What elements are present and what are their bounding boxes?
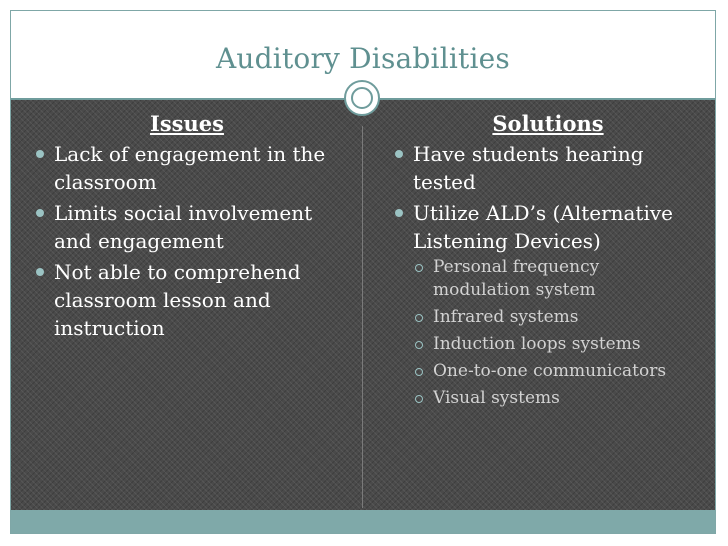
- filled-circle-bullet-icon: [36, 268, 44, 276]
- filled-circle-bullet-icon: [36, 150, 44, 158]
- ring-bullet-icon: [415, 341, 423, 349]
- sub-item-text: Infrared systems: [433, 307, 579, 327]
- issue-text: Limits social involvement and engagement: [54, 201, 313, 253]
- sub-list-item: [413, 360, 695, 383]
- list-item: [36, 140, 346, 196]
- sub-list-item: [413, 387, 695, 410]
- sub-list-item: [413, 306, 695, 329]
- column-divider: [362, 126, 363, 508]
- solution-text: Utilize ALD’s (Alternative Listening Devices): [413, 201, 673, 253]
- ring-bullet-icon: [415, 368, 423, 376]
- slide-title: Auditory Disabilities: [216, 42, 510, 75]
- filled-circle-bullet-icon: [395, 209, 403, 217]
- issue-text: Not able to comprehend classroom lesson and instruction: [54, 260, 301, 340]
- sub-item-text: Visual systems: [433, 388, 560, 408]
- filled-circle-bullet-icon: [395, 150, 403, 158]
- ring-ornament-inner: [351, 87, 373, 109]
- solution-text: Have students hearing tested: [413, 142, 644, 194]
- ring-bullet-icon: [415, 264, 423, 272]
- solutions-column: [395, 111, 695, 414]
- issues-heading: Issues: [150, 111, 224, 136]
- issue-text: Lack of engagement in the classroom: [54, 142, 326, 194]
- sub-item-text: One-to-one communicators: [433, 361, 667, 381]
- issues-column: [36, 111, 346, 345]
- list-item: [36, 199, 346, 255]
- filled-circle-bullet-icon: [36, 209, 44, 217]
- ring-ornament-icon: [344, 80, 380, 116]
- solutions-list: [395, 140, 695, 410]
- ring-bullet-icon: [415, 395, 423, 403]
- solutions-heading: Solutions: [492, 111, 604, 136]
- ald-sublist: [413, 256, 695, 410]
- issues-list: [36, 140, 346, 342]
- sub-list-item: [413, 333, 695, 356]
- list-item: [395, 199, 695, 410]
- ring-bullet-icon: [415, 314, 423, 322]
- sub-item-text: Induction loops systems: [433, 334, 641, 354]
- list-item: [36, 258, 346, 342]
- sub-list-item: [413, 256, 695, 302]
- sub-item-text: Personal frequency modulation system: [433, 257, 600, 300]
- list-item: [395, 140, 695, 196]
